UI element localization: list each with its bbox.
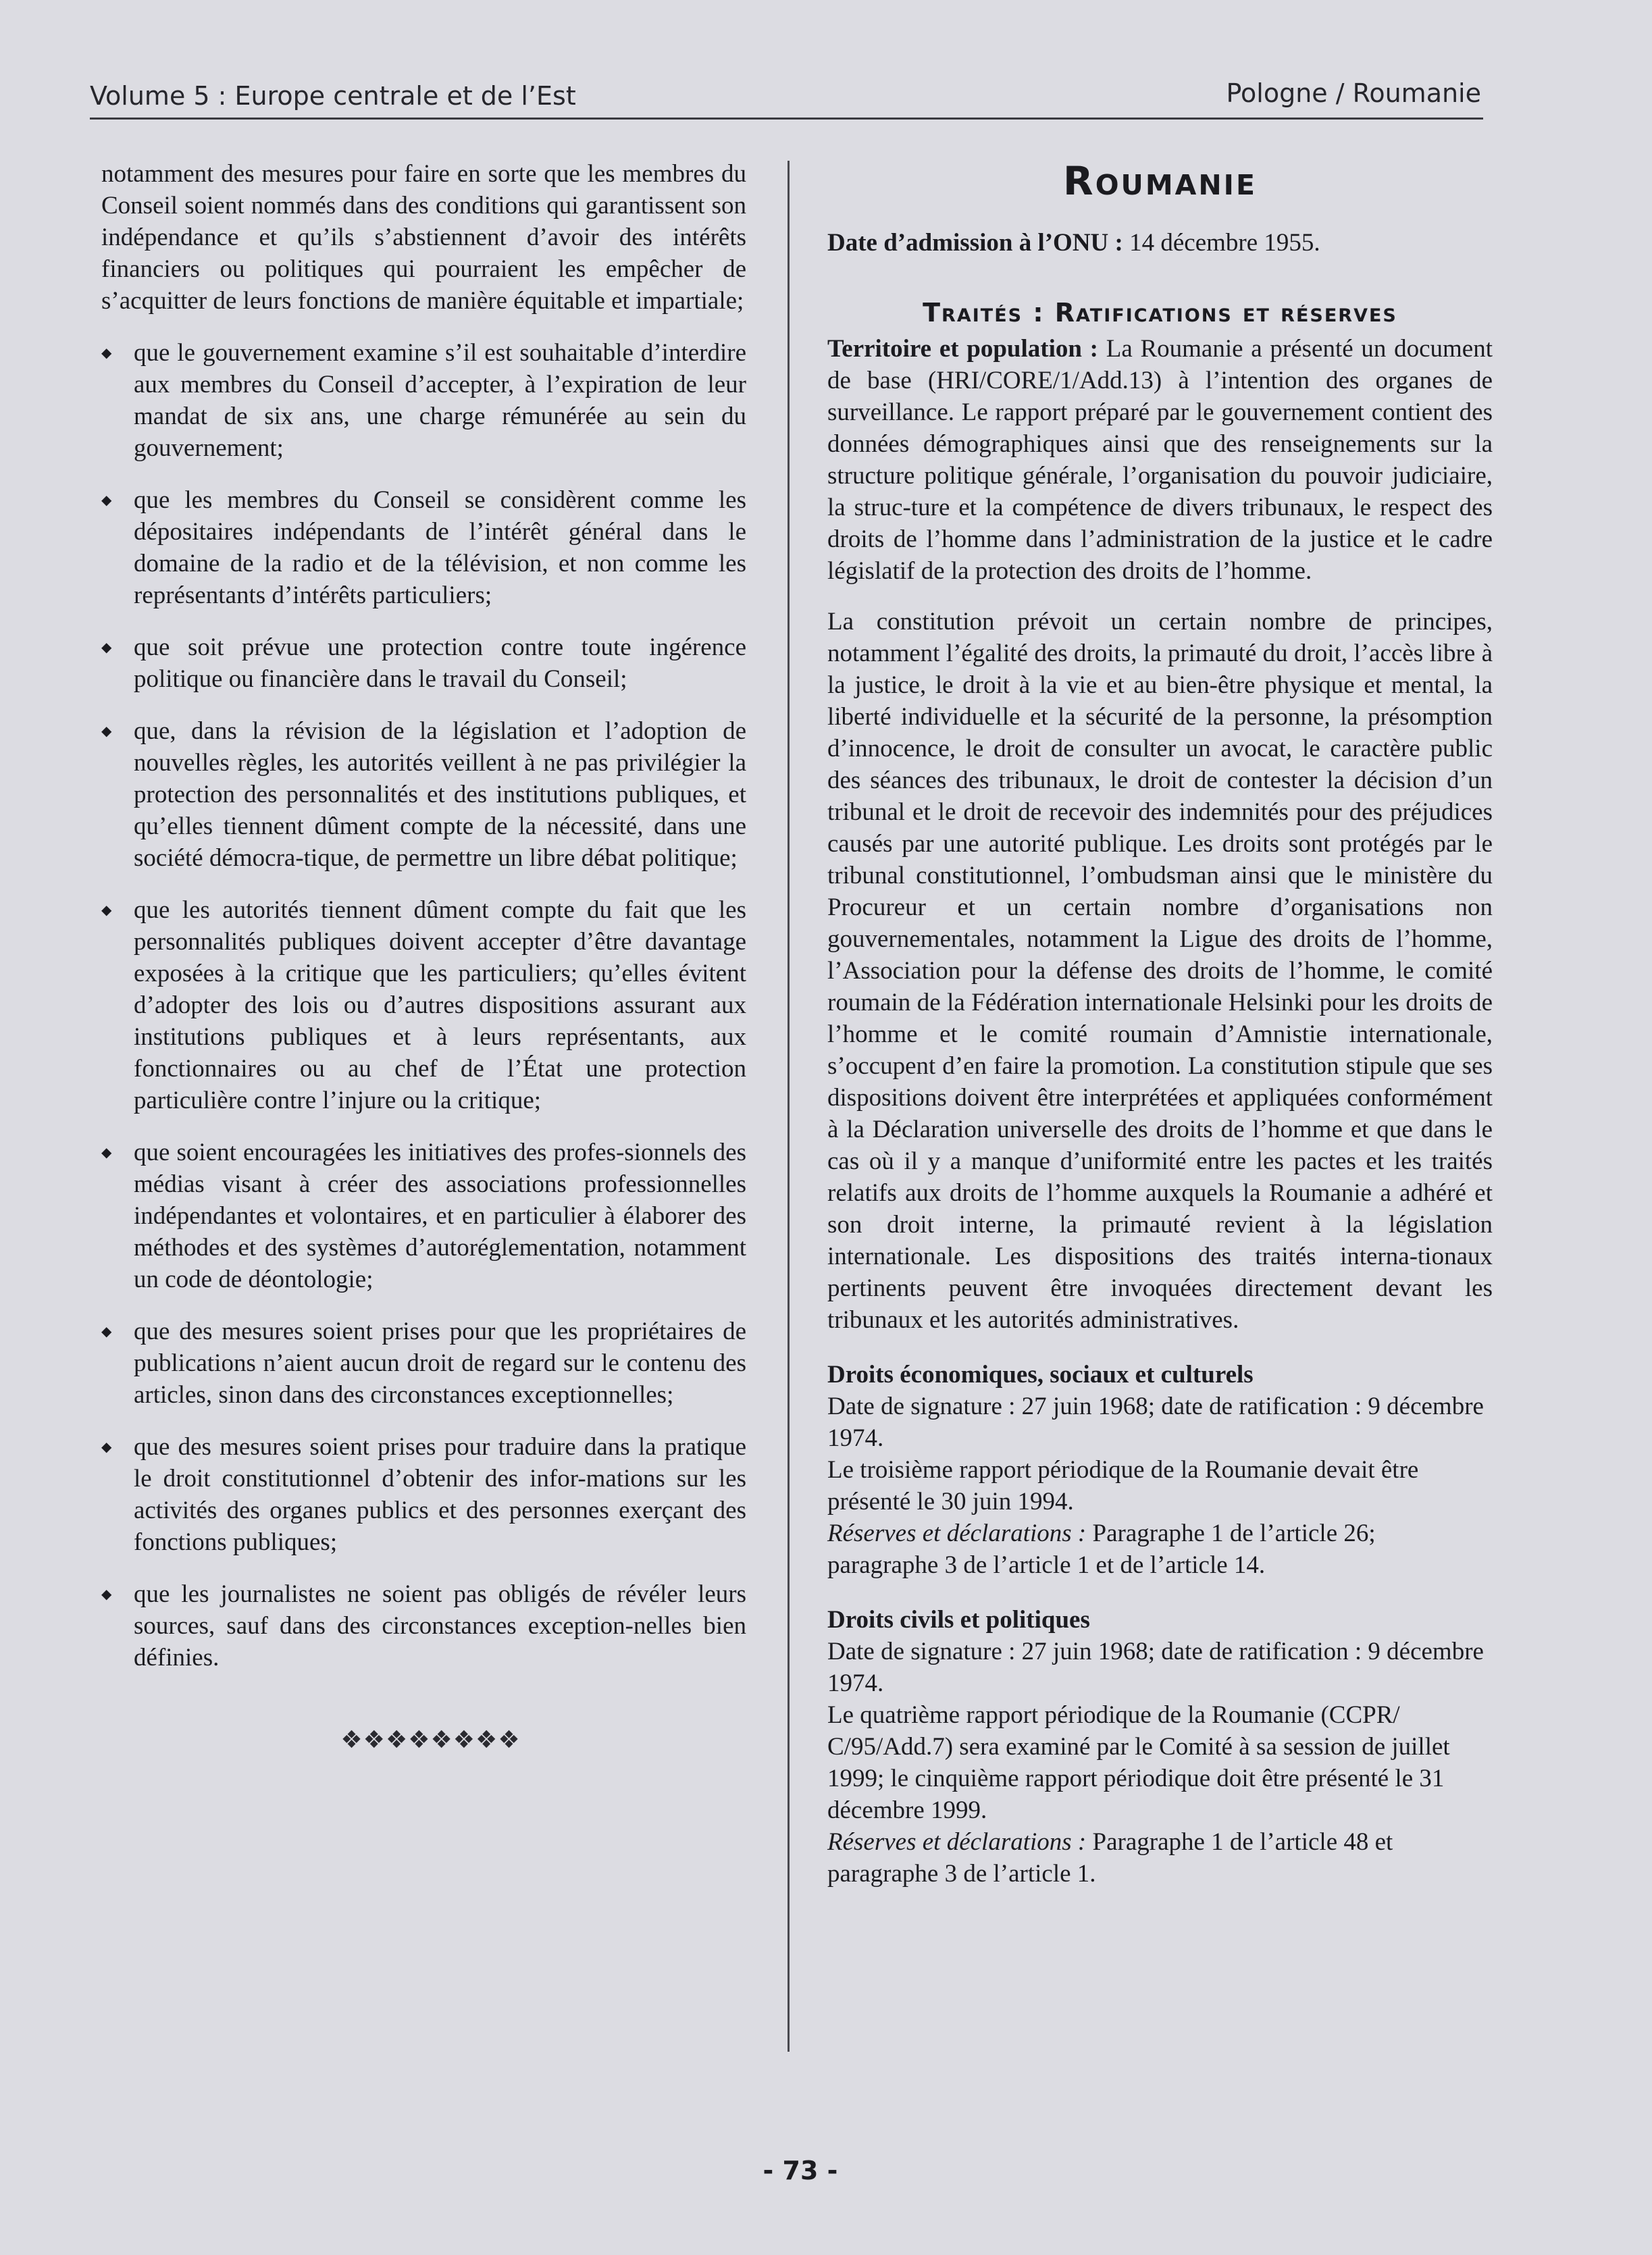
country-title: Roumanie	[1063, 158, 1257, 204]
esc-reserves	[827, 1518, 1493, 1581]
admission-label: Date d’admission à l’ONU :	[827, 229, 1123, 257]
list-item	[101, 1137, 746, 1295]
diamond-bullet-icon: ◆	[101, 1144, 112, 1160]
recommendation-list	[101, 337, 746, 1674]
list-item-text: que les membres du Conseil se considèrent comme les dépositaires indépendants de l’intérêt général dans le domaine de la radio et de la télévision, et non comme les représentants d’intérêts particuliers;	[134, 486, 746, 609]
header-countries: Pologne / Roumanie	[1226, 78, 1481, 108]
esc-rights-heading: Droits économiques, sociaux et culturels	[827, 1361, 1254, 1389]
running-header	[90, 76, 1481, 116]
territory-label: Territoire et population :	[827, 335, 1099, 363]
diamond-bullet-icon: ◆	[101, 639, 112, 655]
list-item-text: que des mesures soient prises pour traduire dans la pratique le droit constitutionnel d’obtenir des infor-mations sur les activités des organes publics et des personnes exerçant des fonctions publiques;	[134, 1433, 746, 1556]
constitution-paragraph: La constitution prévoit un certain nombre de principes, notamment l’égalité des droits, la primauté du droit, l’accès libre à la justice, le droit à la vie et au bien-être physique et mental, la liberté individuelle et la sécurité de la personne, la présomption d’innocence, le droit de consulter un avocat, le caractère public des séances des tribunaux, le droit de contester la décision d’un tribunal et le droit de recevoir des indemnités pour des préjudices causés par une autorité publique. Les droits sont protégés par le tribunal constitutionnel, l’ombudsman ainsi que le ministère du Procureur et un certain nombre d’organisations non gouvernementales, notamment la Ligue des droits de l’homme, l’Association pour la défense des droits de l’homme, le comité roumain de la Fédération internationale Helsinki pour les droits de l’homme et le comité roumain d’Amnistie internationale, s’occupent d’en faire la promotion. La constitution stipule que ses dispositions doivent être interprétées et appliquées conformément à la Déclaration universelle des droits de l’homme et que dans le cas où il y a manque d’uniformité entre les pactes et les traités relatifs aux droits de l’homme auxquels la Roumanie a adhéré et son droit interne, la primauté revient à la législation internationale. Les dispositions des traités interna-tionaux pertinents peuvent être invoquées directement devant les tribunaux et les autorités administratives.	[827, 608, 1493, 1334]
list-item	[101, 1316, 746, 1411]
diamond-bullet-icon: ◆	[101, 1438, 112, 1455]
civil-report: Le quatrième rapport périodique de la Roumanie (CCPR/ C/95/Add.7) sera examiné par le Comité à sa session de juillet 1999; le cinquième rapport périodique doit être présenté le 31 décembre 1999.	[827, 1701, 1450, 1824]
list-item	[101, 1431, 746, 1558]
list-item	[101, 631, 746, 695]
list-item-text: que des mesures soient prises pour que les propriétaires de publications n’aient aucun droit de regard sur le contenu des articles, sinon dans des circonstances exceptionnelles;	[134, 1318, 746, 1409]
list-item	[101, 484, 746, 611]
esc-dates: Date de signature : 27 juin 1968; date de ratification : 9 décembre 1974.	[827, 1393, 1484, 1452]
civil-reserves	[827, 1826, 1493, 1890]
page-number: - 73 -	[763, 2156, 838, 2185]
esc-report: Le troisième rapport périodique de la Roumanie devait être présenté le 30 juin 1994.	[827, 1456, 1419, 1515]
civil-dates: Date de signature : 27 juin 1968; date de ratification : 9 décembre 1974.	[827, 1638, 1484, 1697]
esc-reserves-label: Réserves et déclarations :	[827, 1520, 1087, 1547]
header-volume-title: Volume 5 : Europe centrale et de l’Est	[90, 81, 576, 111]
section-title: Traités : Ratifications et réserves	[923, 298, 1397, 328]
civil-reserves-text: Paragraphe 1 de l’article 48 et paragraphe 3 de l’article 1.	[827, 1828, 1393, 1888]
right-column	[827, 157, 1493, 1890]
list-item	[101, 894, 746, 1116]
diamond-bullet-icon: ◆	[101, 344, 112, 361]
list-item-text: que soit prévue une protection contre toute ingérence politique ou financière dans le travail du Conseil;	[134, 633, 746, 693]
header-rule	[90, 118, 1483, 120]
esc-reserves-text: Paragraphe 1 de l’article 26; paragraphe 3 de l’article 1 et de l’article 14.	[827, 1520, 1376, 1579]
list-item	[101, 715, 746, 874]
diamond-bullet-icon: ◆	[101, 723, 112, 739]
left-column	[101, 158, 746, 1754]
territory-text: La Roumanie a présenté un document de base (HRI/CORE/1/Add.13) à l’intention des organes de surveillance. Le rapport préparé par le gouvernement contient des données démographiques ainsi que des renseignements sur la structure politique générale, l’organisation du pouvoir judiciaire, la struc-ture et la compétence de divers tribunaux, le respect des droits de l’homme dans l’administration de la justice et le cadre législatif de la protection des droits de l’homme.	[827, 335, 1493, 585]
section-end-ornament: ❖❖❖❖❖❖❖❖	[340, 1726, 521, 1754]
civil-rights-heading: Droits civils et politiques	[827, 1606, 1090, 1634]
diamond-bullet-icon: ◆	[101, 902, 112, 918]
diamond-bullet-icon: ◆	[101, 492, 112, 508]
list-item-text: que les journalistes ne soient pas obligés de révéler leurs sources, sauf dans des circonstances exception-nelles bien définies.	[134, 1580, 746, 1671]
list-item-text: que, dans la révision de la législation et l’adoption de nouvelles règles, les autorités veillent à ne pas privilégier la protection des personnalités et des institutions publiques, et qu’elles tiennent dûment compte de la nécessité, dans une société démocra-tique, de permettre un libre débat politique;	[134, 717, 746, 872]
diamond-bullet-icon: ◆	[101, 1586, 112, 1602]
civil-reserves-label: Réserves et déclarations :	[827, 1828, 1087, 1856]
list-item	[101, 1578, 746, 1674]
list-item-text: que le gouvernement examine s’il est souhaitable d’interdire aux membres du Conseil d’accepter, à l’expiration de leur mandat de six ans, une charge rémunérée au sein du gouvernement;	[134, 339, 746, 462]
territory-paragraph	[827, 333, 1493, 587]
admission-value: 14 décembre 1955.	[1129, 229, 1320, 257]
list-item	[101, 337, 746, 464]
admission-date	[827, 227, 1493, 259]
list-item-text: que soient encouragées les initiatives des profes-sionnels des médias visant à créer des associations professionnelles indépendantes et volontaires, et en particulier à élaborer des méthodes et des systèmes d’autoréglementation, notamment un code de déontologie;	[134, 1139, 746, 1293]
diamond-bullet-icon: ◆	[101, 1323, 112, 1339]
column-divider	[788, 161, 790, 2052]
list-item-text: que les autorités tiennent dûment compte du fait que les personnalités publiques doivent accepter d’être davantage exposées à la critique que les particuliers; qu’elles évitent d’adopter des lois ou d’autres dispositions assurant aux institutions publiques et à leurs représentants, aux fonctionnaires ou au chef de l’État une protection particulière contre l’injure ou la critique;	[134, 896, 746, 1114]
intro-paragraph: notamment des mesures pour faire en sorte que les membres du Conseil soient nommés dans des conditions qui garantissent son indépendance et qu’ils s’abstiennent d’avoir des intérêts financiers ou politiques qui pourraient les empêcher de s’acquitter de leurs fonctions de manière équitable et impartiale;	[101, 160, 746, 315]
